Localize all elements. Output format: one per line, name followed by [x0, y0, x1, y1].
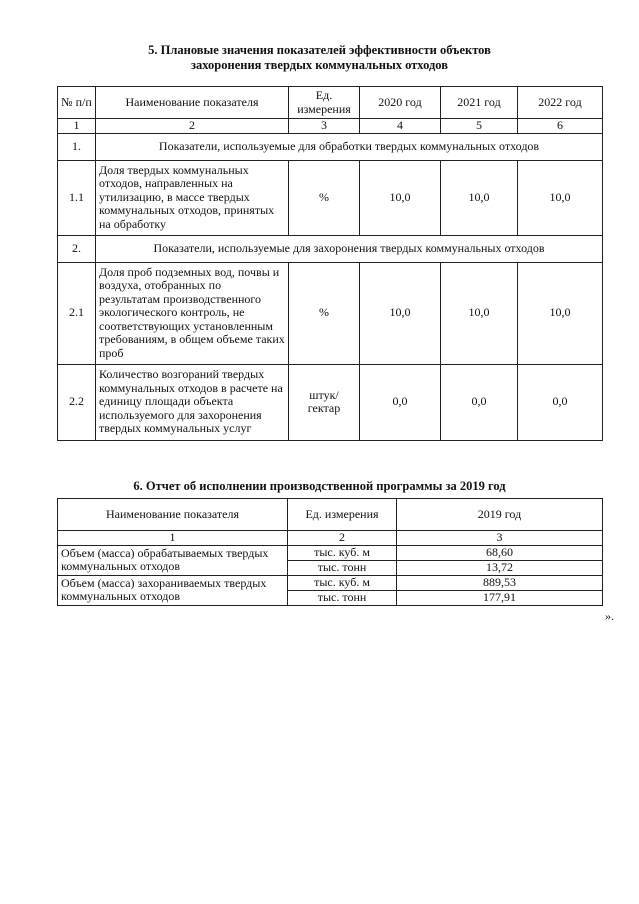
- header-2019: 2019 год: [397, 499, 603, 531]
- closing-quote-mark: ».: [605, 609, 614, 623]
- header-2021: 2021 год: [441, 87, 518, 119]
- header-num: № п/п: [58, 87, 96, 119]
- row-num: 1.1: [58, 160, 96, 235]
- row-unit: тыс. тонн: [288, 590, 397, 605]
- program-report-table: [57, 498, 603, 606]
- header-unit: Ед. измерения: [288, 499, 397, 531]
- row-value-2021: 0,0: [441, 364, 518, 440]
- row-value-2021: 10,0: [441, 262, 518, 364]
- section5-title-line1: 5. Плановые значения показателей эффективности объектов: [148, 43, 491, 57]
- table-row: [58, 575, 603, 590]
- table-row: [58, 364, 603, 440]
- colnum: 2: [288, 531, 397, 546]
- section5-title: [0, 43, 639, 73]
- header-name: Наименование показателя: [58, 499, 288, 531]
- colnum: 1: [58, 531, 288, 546]
- row-value-2020: 10,0: [360, 160, 441, 235]
- row-unit: %: [289, 262, 360, 364]
- colnum: 3: [289, 119, 360, 134]
- group-row-processing: [58, 133, 603, 160]
- group-num: 1.: [58, 133, 96, 160]
- table6-header-row: [58, 499, 603, 531]
- colnum: 5: [441, 119, 518, 134]
- section5-title-line2: захоронения твердых коммунальных отходов: [191, 58, 448, 72]
- row-value-2020: 0,0: [360, 364, 441, 440]
- group-label: Показатели, используемые для обработки твердых коммунальных отходов: [96, 133, 603, 160]
- table6-colnum-row: [58, 531, 603, 546]
- table5-colnum-row: [58, 119, 603, 134]
- row-name: Доля проб подземных вод, почвы и воздуха, отобранных по результатам производственного экологического контроль, не соответствующих установленным требованиям, в общем объеме таких проб: [96, 262, 289, 364]
- row-value-2022: 10,0: [518, 262, 603, 364]
- row-value-2022: 10,0: [518, 160, 603, 235]
- row-unit: тыс. тонн: [288, 560, 397, 575]
- row-unit: тыс. куб. м: [288, 575, 397, 590]
- header-name: Наименование показателя: [96, 87, 289, 119]
- row-value-2020: 10,0: [360, 262, 441, 364]
- section6-title: 6. Отчет об исполнении производственной программы за 2019 год: [133, 479, 506, 493]
- row-name: Объем (масса) обрабатываемых твердых коммунальных отходов: [58, 545, 288, 575]
- row-value: 13,72: [397, 560, 603, 575]
- row-num: 2.2: [58, 364, 96, 440]
- row-unit: %: [289, 160, 360, 235]
- colnum: 6: [518, 119, 603, 134]
- efficiency-indicators-table: [57, 86, 603, 441]
- row-name: Количество возгораний твердых коммунальных отходов в расчете на единицу площади объекта используемого для захоронения твердых коммунальных услуг: [96, 364, 289, 440]
- group-num: 2.: [58, 235, 96, 262]
- row-value: 177,91: [397, 590, 603, 605]
- table5-header-row: [58, 87, 603, 119]
- row-name: Доля твердых коммунальных отходов, направленных на утилизацию, в массе твердых коммунальных отходов, принятых на обработку: [96, 160, 289, 235]
- table-row: [58, 160, 603, 235]
- table-row: [58, 545, 603, 560]
- row-name: Объем (масса) захораниваемых твердых коммунальных отходов: [58, 575, 288, 605]
- colnum: 3: [397, 531, 603, 546]
- row-unit: тыс. куб. м: [288, 545, 397, 560]
- colnum: 2: [96, 119, 289, 134]
- header-2022: 2022 год: [518, 87, 603, 119]
- group-label: Показатели, используемые для захоронения твердых коммунальных отходов: [96, 235, 603, 262]
- colnum: 4: [360, 119, 441, 134]
- group-row-burial: [58, 235, 603, 262]
- colnum: 1: [58, 119, 96, 134]
- row-value-2021: 10,0: [441, 160, 518, 235]
- row-unit: штук/ гектар: [289, 364, 360, 440]
- row-value: 889,53: [397, 575, 603, 590]
- row-value-2022: 0,0: [518, 364, 603, 440]
- row-value: 68,60: [397, 545, 603, 560]
- row-num: 2.1: [58, 262, 96, 364]
- table-row: [58, 262, 603, 364]
- header-2020: 2020 год: [360, 87, 441, 119]
- header-unit: Ед. измерения: [289, 87, 360, 119]
